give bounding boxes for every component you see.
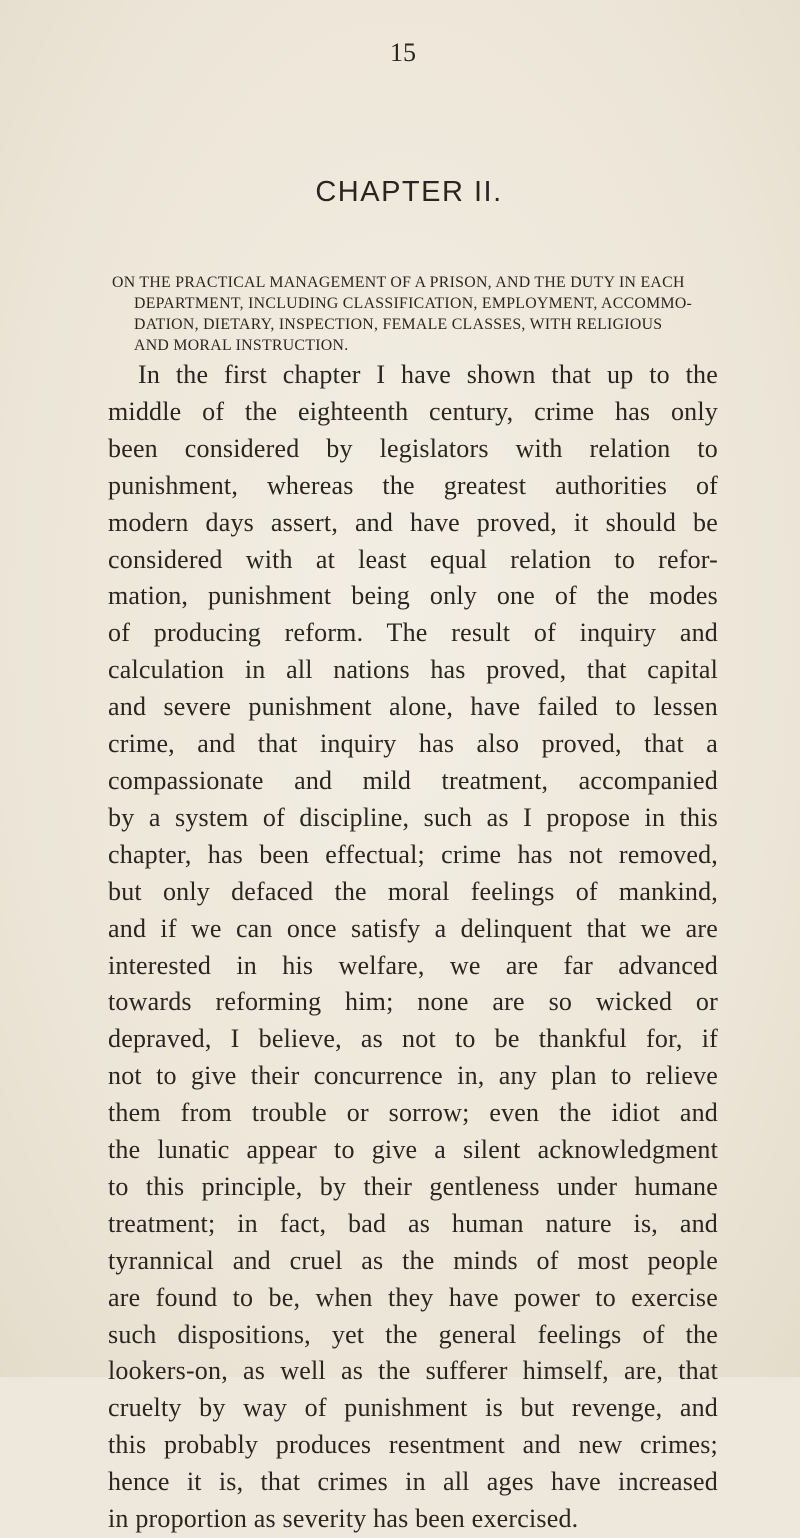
text-line: punishment, whereas the greatest authorities of xyxy=(108,470,718,500)
text-line: depraved, I believe, as not to be thankful for, if xyxy=(108,1024,718,1054)
text-line: hence it is, that crimes in all ages have increased xyxy=(108,1467,718,1497)
text-line: lookers-on, as well as the sufferer himself, are, that xyxy=(108,1356,718,1386)
text-line: in proportion as severity has been exercised. xyxy=(108,1504,579,1534)
text-line: modern days assert, and have proved, it should be xyxy=(108,507,718,537)
text-line: interested in his welfare, we are far advanced xyxy=(108,950,718,980)
text-line: and severe punishment alone, have failed to lessen xyxy=(108,692,718,722)
text-line: been considered by legislators with relation to xyxy=(108,433,718,463)
chapter-title: CHAPTER II. xyxy=(315,176,503,208)
text-line: the lunatic appear to give a silent acknowledgment xyxy=(108,1135,718,1165)
text-line: not to give their concurrence in, any plan to relieve xyxy=(108,1061,718,1091)
text-line: this probably produces resentment and new crimes; xyxy=(108,1430,718,1460)
text-line: cruelty by way of punishment is but revenge, and xyxy=(108,1393,718,1423)
text-line: but only defaced the moral feelings of mankind, xyxy=(108,876,718,906)
text-line: of producing reform. The result of inquiry and xyxy=(108,618,718,648)
text-line: to this principle, by their gentleness under humane xyxy=(108,1171,718,1201)
text-line: by a system of discipline, such as I propose in this xyxy=(108,802,718,832)
summary-line: AND MORAL INSTRUCTION. xyxy=(134,337,349,354)
page-number: 15 xyxy=(390,38,416,67)
text-line: treatment; in fact, bad as human nature is, and xyxy=(108,1208,718,1238)
chapter-summary xyxy=(112,272,712,356)
text-line: calculation in all nations has proved, that capital xyxy=(108,655,718,685)
text-line: crime, and that inquiry has also proved, that a xyxy=(108,729,718,759)
text-line: such dispositions, yet the general feelings of the xyxy=(108,1319,718,1349)
body-paragraph xyxy=(108,357,718,1538)
text-line: mation, punishment being only one of the modes xyxy=(108,581,718,611)
text-line: tyrannical and cruel as the minds of most people xyxy=(108,1245,718,1275)
summary-line: DEPARTMENT, INCLUDING CLASSIFICATION, EMPLOYMENT, ACCOMMO- xyxy=(134,295,693,312)
summary-line: ON THE PRACTICAL MANAGEMENT OF A PRISON, AND THE DUTY IN EACH xyxy=(112,274,685,291)
text-line: towards reforming him; none are so wicked or xyxy=(108,987,718,1017)
text-line: middle of the eighteenth century, crime has only xyxy=(108,396,718,426)
text-line: considered with at least equal relation to refor- xyxy=(108,544,718,574)
text-line: chapter, has been effectual; crime has not removed, xyxy=(108,839,718,869)
text-line: In the first chapter I have shown that up to the xyxy=(138,360,718,389)
text-line: compassionate and mild treatment, accompanied xyxy=(108,765,718,795)
summary-line: DATION, DIETARY, INSPECTION, FEMALE CLASSES, WITH RELIGIOUS xyxy=(134,316,663,333)
text-line: them from trouble or sorrow; even the idiot and xyxy=(108,1098,718,1128)
text-line: are found to be, when they have power to exercise xyxy=(108,1282,718,1312)
text-line: and if we can once satisfy a delinquent that we are xyxy=(108,913,718,943)
